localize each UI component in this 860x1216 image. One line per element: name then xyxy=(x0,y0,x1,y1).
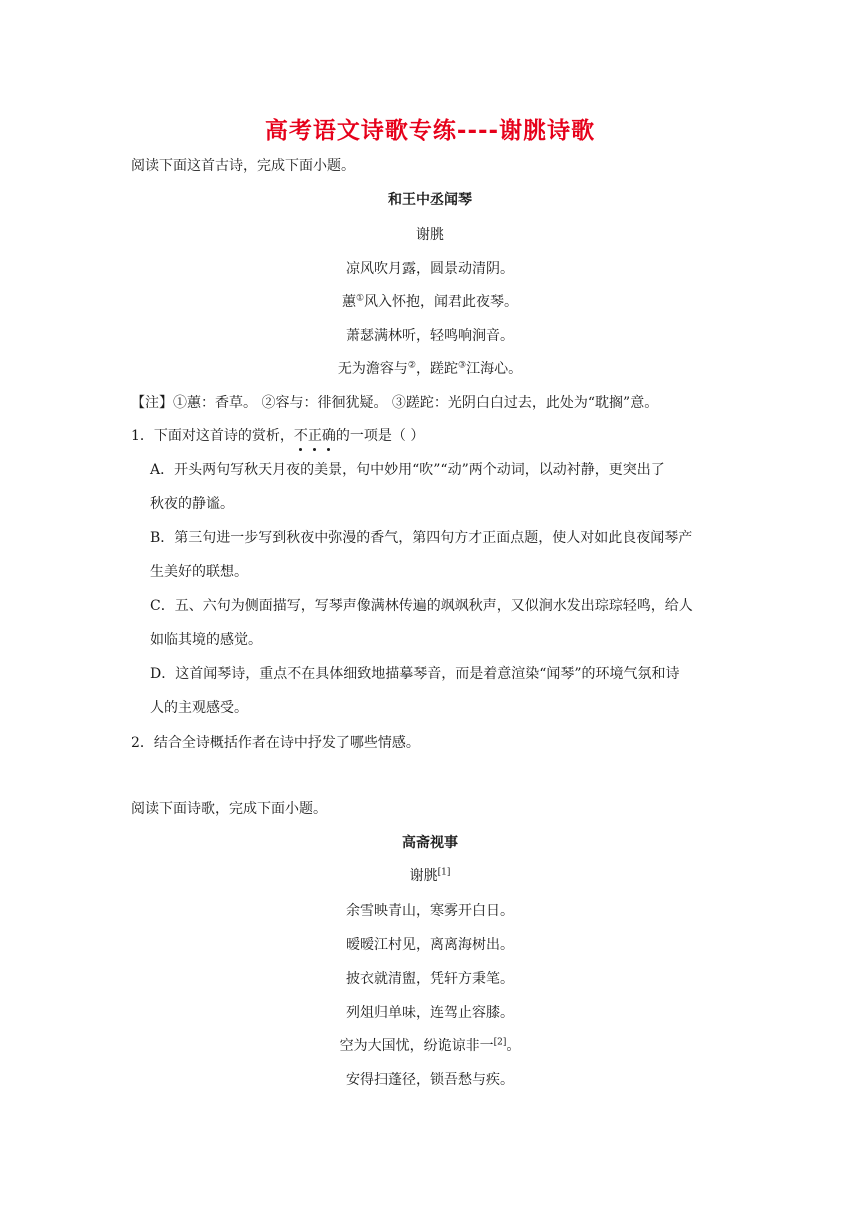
poem2-line: 暧暧江村见，离离海树出。 xyxy=(346,937,514,953)
emphasis-char: 确 xyxy=(321,428,336,444)
poem2-author xyxy=(0,866,860,886)
poem1-line-text: 凉风吹月露，圆景动清阴。 xyxy=(346,261,514,277)
question-2: 2．结合全诗概括作者在诗中抒发了哪些情感。 xyxy=(131,735,420,751)
poem2-line: 披衣就清盥，凭轩方秉笔。 xyxy=(346,971,514,987)
footnote-marker: ① xyxy=(355,293,365,304)
poem1-line xyxy=(0,259,860,279)
option-b-line2: 生美好的联想。 xyxy=(150,564,248,580)
option-d-line1: D．这首闻琴诗，重点不在具体细致地描摹琴音，而是着意渲染“闻琴”的环境气氛和诗 xyxy=(150,666,680,682)
question-1-text: 1．下面对这首诗的赏析， xyxy=(131,428,294,444)
section1-intro: 阅读下面这首古诗，完成下面小题。 xyxy=(131,158,355,174)
footnote-marker: [2] xyxy=(493,1037,507,1048)
option-a-line2: 秋夜的静谧。 xyxy=(150,496,234,512)
poem1-line-text: 萧瑟满林听，轻鸣响涧音。 xyxy=(346,328,514,344)
poem1-line-text: 风入怀抱，闻君此夜琴。 xyxy=(364,294,519,310)
option-d-line2: 人的主观感受。 xyxy=(150,700,248,716)
poem2-line-text: 。 xyxy=(506,1038,521,1054)
poem1-line xyxy=(0,359,860,379)
poem2-title: 高斋视事 xyxy=(402,835,458,851)
poem2-line xyxy=(0,1036,860,1056)
footnote-marker: [1] xyxy=(437,867,451,878)
poem1-line-text: 江海心。 xyxy=(466,361,523,377)
question-1 xyxy=(131,426,424,446)
poem1-line xyxy=(0,326,860,346)
poem2-line: 安得扫蓬径，锁吾愁与疾。 xyxy=(346,1072,514,1088)
option-b-line1: B．第三句进一步写到秋夜中弥漫的香气，第四句方才正面点题，使人对如此良夜闻琴产 xyxy=(150,530,693,546)
poem1-line-text: ，蹉跎 xyxy=(416,361,458,377)
document-title: 高考语文诗歌专练----谢朓诗歌 xyxy=(264,118,596,144)
poem1-line-text: 无为澹容与 xyxy=(337,361,408,377)
poem2-author-name: 谢朓 xyxy=(409,868,438,884)
poem2-line: 列俎归单味，连驾止容膝。 xyxy=(346,1005,514,1021)
footnote-marker: ② xyxy=(407,360,416,371)
footnote-marker: ③ xyxy=(458,360,467,371)
poem1-author: 谢朓 xyxy=(416,227,444,243)
poem1-note: 【注】①蕙：香草。 ②容与：徘徊犹疑。 ③蹉跎：光阴白白过去，此处为“耽搁”意。 xyxy=(131,395,659,411)
poem1-line xyxy=(0,292,860,312)
emphasis-char: 正 xyxy=(307,428,322,444)
poem1-line-text: 蕙 xyxy=(341,294,356,310)
poem2-line: 余雪映青山，寒雾开白日。 xyxy=(346,903,514,919)
emphasis-char: 不 xyxy=(293,428,308,444)
option-c-line2: 如临其境的感觉。 xyxy=(150,632,262,648)
poem1-title: 和王中丞闻琴 xyxy=(388,192,472,208)
section2-intro: 阅读下面诗歌，完成下面小题。 xyxy=(131,801,327,817)
option-a-line1: A．开头两句写秋天月夜的美景，句中妙用“吹”“动”两个动词，以动衬静，更突出了 xyxy=(150,462,665,478)
question-1-text: 的一项是（ ） xyxy=(335,428,425,444)
poem2-line-text: 空为大国忧，纷诡谅非一 xyxy=(339,1038,494,1054)
option-c-line1: C．五、六句为侧面描写，写琴声像满林传遍的飒飒秋声，又似涧水发出琮琮轻鸣，给人 xyxy=(150,598,693,614)
